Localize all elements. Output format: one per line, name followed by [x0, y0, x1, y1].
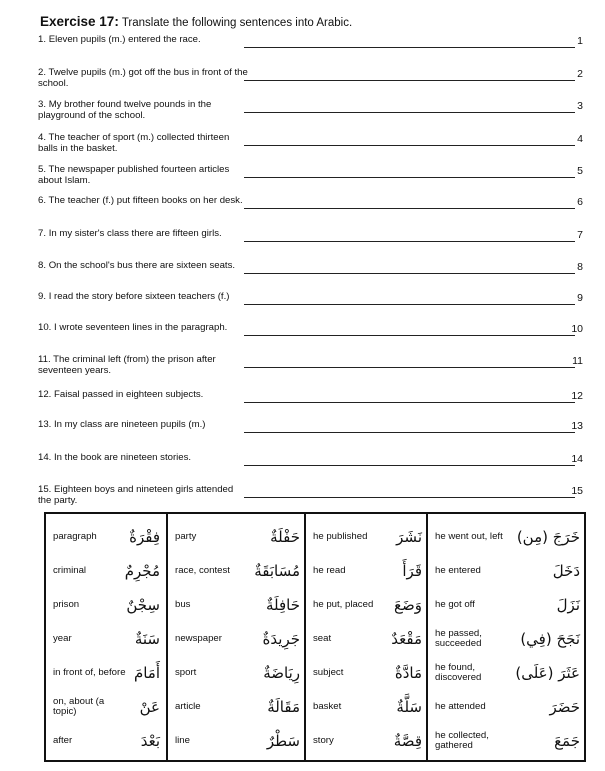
- vocabulary-english: he entered: [435, 564, 481, 576]
- vocabulary-arabic: مَادَّةٌ: [394, 663, 422, 682]
- exercise-text: Eighteen boys and nineteen girls attended the party.: [38, 484, 234, 506]
- vocabulary-english: seat: [313, 632, 332, 644]
- vocabulary-arabic: حَفْلَةٌ: [270, 527, 300, 546]
- exercise-row: [38, 292, 583, 322]
- vocabulary-entry: [46, 656, 166, 689]
- answer-line[interactable]: [244, 80, 575, 81]
- exercise-sentence: [38, 355, 248, 376]
- exercise-row: [38, 165, 583, 195]
- vocabulary-entry: [168, 690, 306, 723]
- exercise-number: 14.: [38, 452, 52, 463]
- vocabulary-arabic: حَضَرَ: [549, 697, 580, 716]
- vocabulary-arabic: حَافِلَةٌ: [265, 595, 300, 614]
- exercise-text: Eleven pupils (m.) entered the race.: [48, 34, 201, 45]
- answer-line[interactable]: [244, 465, 575, 466]
- vocabulary-english: paragraph: [53, 530, 97, 542]
- exercise-row: [38, 68, 583, 98]
- exercise-text: I read the story before sixteen teachers (f.): [48, 291, 230, 302]
- exercise-sentence: [38, 165, 248, 186]
- exercise-number: 1.: [38, 34, 47, 45]
- exercise-sentence: [38, 229, 248, 240]
- exercise-sentence: [38, 292, 248, 303]
- vocabulary-entry: [428, 520, 586, 553]
- answer-line[interactable]: [244, 177, 575, 178]
- exercise-number: 8.: [38, 260, 47, 271]
- exercise-text: The criminal left (from) the prison after seventeen years.: [38, 354, 216, 376]
- answer-line-number: 1: [577, 35, 583, 47]
- answer-line-number: 5: [577, 165, 583, 177]
- answer-line-number: 15: [571, 485, 583, 497]
- exercise-row: [38, 390, 583, 420]
- answer-line-number: 6: [577, 196, 583, 208]
- vocabulary-arabic: رِيَاضَةٌ: [263, 663, 300, 682]
- vocabulary-english: race, contest: [175, 564, 230, 576]
- answer-line-number: 8: [577, 261, 583, 273]
- exercise-text: The teacher (f.) put fifteen books on her desk.: [48, 195, 243, 206]
- vocabulary-entry: [428, 724, 586, 757]
- answer-line-number: 10: [571, 323, 583, 335]
- exercise-sentence: [38, 133, 248, 154]
- exercise-text: The teacher of sport (m.) collected thirteen balls in the basket.: [38, 132, 230, 154]
- exercise-label: Exercise 17:: [40, 14, 119, 29]
- vocabulary-arabic: سَطْرٌ: [266, 731, 300, 750]
- vocabulary-entry: [306, 724, 428, 757]
- exercise-sentence: [38, 420, 248, 431]
- exercise-row: [38, 100, 583, 130]
- vocabulary-entry: [428, 690, 586, 723]
- vocabulary-english: on, about (a topic): [53, 695, 105, 717]
- vocabulary-arabic: بَعْدَ: [140, 731, 160, 750]
- exercise-number: 11.: [38, 354, 51, 365]
- vocabulary-english: he went out, left: [435, 530, 503, 542]
- vocabulary-arabic: نَزَلَ: [556, 595, 580, 614]
- exercise-text: In the book are nineteen stories.: [54, 452, 192, 463]
- exercise-text: The newspaper published fourteen articles about Islam.: [38, 164, 230, 186]
- exercise-row: [38, 355, 583, 385]
- vocabulary-english: he read: [313, 564, 346, 576]
- answer-line-number: 11: [572, 355, 583, 367]
- exercise-row: [38, 261, 583, 291]
- vocabulary-arabic: أَمَامَ: [133, 663, 160, 682]
- vocabulary-entry: [428, 622, 586, 655]
- vocabulary-column: [304, 514, 428, 760]
- vocabulary-english: story: [313, 734, 334, 746]
- answer-line[interactable]: [244, 208, 575, 209]
- vocabulary-column: [46, 514, 166, 760]
- vocabulary-entry: [168, 520, 306, 553]
- vocabulary-arabic: سِجْنٌ: [126, 595, 160, 614]
- vocabulary-english: newspaper: [175, 632, 222, 644]
- vocabulary-entry: [168, 656, 306, 689]
- exercise-number: 7.: [38, 228, 47, 239]
- vocabulary-arabic: نَجَحَ (فِي): [520, 629, 580, 648]
- exercise-sentence: [38, 261, 248, 272]
- vocabulary-english: he found, discovered: [435, 661, 482, 683]
- exercise-row: [38, 485, 583, 515]
- vocabulary-entry: [46, 724, 166, 757]
- vocabulary-arabic: عَنْ: [139, 697, 160, 716]
- vocabulary-entry: [46, 588, 166, 621]
- vocabulary-entry: [306, 554, 428, 587]
- vocabulary-entry: [168, 622, 306, 655]
- exercise-sentence: [38, 196, 248, 207]
- exercise-sentence: [38, 68, 248, 89]
- vocabulary-english: basket: [313, 700, 342, 712]
- answer-line-number: 7: [577, 229, 583, 241]
- exercise-number: 13.: [38, 419, 52, 430]
- vocabulary-english: after: [53, 734, 73, 746]
- exercise-text: Faisal passed in eighteen subjects.: [54, 389, 204, 400]
- answer-line[interactable]: [244, 335, 575, 336]
- vocabulary-arabic: عَثَرَ (عَلَى): [515, 663, 580, 682]
- vocabulary-entry: [46, 554, 166, 587]
- vocabulary-english: criminal: [53, 564, 87, 576]
- vocabulary-entry: [306, 656, 428, 689]
- vocabulary-entry: [168, 724, 306, 757]
- vocabulary-arabic: قِصَّةٌ: [393, 731, 422, 750]
- answer-line-number: 13: [571, 420, 583, 432]
- exercise-sentence: [38, 485, 248, 506]
- vocabulary-english: party: [175, 530, 197, 542]
- vocabulary-entry: [428, 554, 586, 587]
- answer-line[interactable]: [244, 273, 575, 274]
- vocabulary-entry: [306, 690, 428, 723]
- exercise-sentence: [38, 100, 248, 121]
- answer-line[interactable]: [244, 304, 575, 305]
- answer-line-number: 12: [571, 390, 583, 402]
- exercise-row: [38, 323, 583, 353]
- vocabulary-arabic: سَنَةٌ: [134, 629, 160, 648]
- answer-line[interactable]: [244, 47, 575, 48]
- exercise-text: In my class are nineteen pupils (m.): [54, 419, 206, 430]
- vocabulary-column: [166, 514, 306, 760]
- vocabulary-entry: [46, 690, 166, 723]
- answer-line[interactable]: [244, 241, 575, 242]
- exercise-row: [38, 35, 583, 65]
- exercise-number: 15.: [38, 484, 52, 495]
- exercise-number: 5.: [38, 164, 47, 175]
- vocabulary-entry: [428, 656, 586, 689]
- vocabulary-arabic: نَشَرَ: [396, 527, 422, 546]
- answer-line[interactable]: [244, 497, 575, 498]
- vocabulary-arabic: خَرَجَ (مِن): [516, 527, 580, 546]
- exercise-number: 12.: [38, 389, 52, 400]
- vocabulary-entry: [306, 520, 428, 553]
- exercise-row: [38, 453, 583, 483]
- vocabulary-entry: [306, 622, 428, 655]
- vocabulary-english: year: [53, 632, 72, 644]
- vocabulary-english: line: [175, 734, 190, 746]
- vocabulary-english: article: [175, 700, 201, 712]
- vocabulary-english: he got off: [435, 598, 475, 610]
- vocabulary-arabic: مَقَالَةٌ: [267, 697, 300, 716]
- vocabulary-english: he published: [313, 530, 368, 542]
- answer-line-number: 4: [577, 133, 583, 145]
- exercise-number: 6.: [38, 195, 47, 206]
- exercise-row: [38, 133, 583, 163]
- vocabulary-entry: [46, 622, 166, 655]
- vocabulary-arabic: سَلَّةٌ: [396, 697, 422, 716]
- exercise-text: My brother found twelve pounds in the playground of the school.: [38, 99, 212, 121]
- exercise-text: In my sister's class there are fifteen girls.: [48, 228, 222, 239]
- vocabulary-entry: [46, 520, 166, 553]
- exercise-sentence: [38, 35, 248, 46]
- exercise-sentence: [38, 390, 248, 401]
- vocabulary-english: he put, placed: [313, 598, 374, 610]
- answer-line[interactable]: [244, 145, 575, 146]
- vocabulary-entry: [168, 588, 306, 621]
- answer-line[interactable]: [244, 432, 575, 433]
- answer-line-number: 2: [577, 68, 583, 80]
- vocabulary-arabic: وَضَعَ: [394, 595, 422, 614]
- vocabulary-arabic: مُسَابَقَةٌ: [254, 561, 300, 580]
- vocabulary-arabic: فِقْرَةٌ: [129, 527, 160, 546]
- exercise-row: [38, 229, 583, 259]
- vocabulary-arabic: جَمَعَ: [554, 731, 580, 750]
- vocabulary-arabic: قَرَأَ: [402, 561, 422, 580]
- exercise-number: 9.: [38, 291, 47, 302]
- exercise-text: Twelve pupils (m.) got off the bus in front of the school.: [38, 67, 248, 89]
- exercise-number: 3.: [38, 99, 47, 110]
- vocabulary-english: subject: [313, 666, 344, 678]
- vocabulary-column: [426, 514, 586, 760]
- exercise-row: [38, 196, 583, 226]
- answer-line-number: 14: [571, 453, 583, 465]
- exercise-row: [38, 420, 583, 450]
- exercise-sentence: [38, 323, 248, 334]
- vocabulary-entry: [428, 588, 586, 621]
- vocabulary-english: he attended: [435, 700, 486, 712]
- answer-line-number: 9: [577, 292, 583, 304]
- vocabulary-arabic: مُجْرِمٌ: [124, 561, 160, 580]
- vocabulary-entry: [168, 554, 306, 587]
- answer-line-number: 3: [577, 100, 583, 112]
- vocabulary-english: he passed, succeeded: [435, 627, 482, 649]
- answer-line[interactable]: [244, 402, 575, 403]
- vocabulary-english: he collected, gathered: [435, 729, 489, 751]
- vocabulary-arabic: دَخَلَ: [552, 561, 580, 580]
- exercise-text: On the school's bus there are sixteen seats.: [48, 260, 236, 271]
- vocabulary-arabic: مَقْعَدٌ: [391, 629, 422, 648]
- vocabulary-english: bus: [175, 598, 191, 610]
- vocabulary-entry: [306, 588, 428, 621]
- exercise-instruction: Translate the following sentences into Arabic.: [121, 17, 353, 29]
- answer-line[interactable]: [244, 367, 575, 368]
- exercise-number: 2.: [38, 67, 47, 78]
- answer-line[interactable]: [244, 112, 575, 113]
- exercise-number: 10.: [38, 322, 52, 333]
- vocabulary-english: in front of, before: [53, 666, 126, 678]
- exercise-title: [40, 14, 352, 29]
- exercise-number: 4.: [38, 132, 47, 143]
- vocabulary-table: [44, 512, 586, 762]
- vocabulary-english: sport: [175, 666, 197, 678]
- vocabulary-arabic: جَرِيدَةٌ: [262, 629, 300, 648]
- vocabulary-english: prison: [53, 598, 80, 610]
- exercise-text: I wrote seventeen lines in the paragraph.: [54, 322, 228, 333]
- exercise-sentence: [38, 453, 248, 464]
